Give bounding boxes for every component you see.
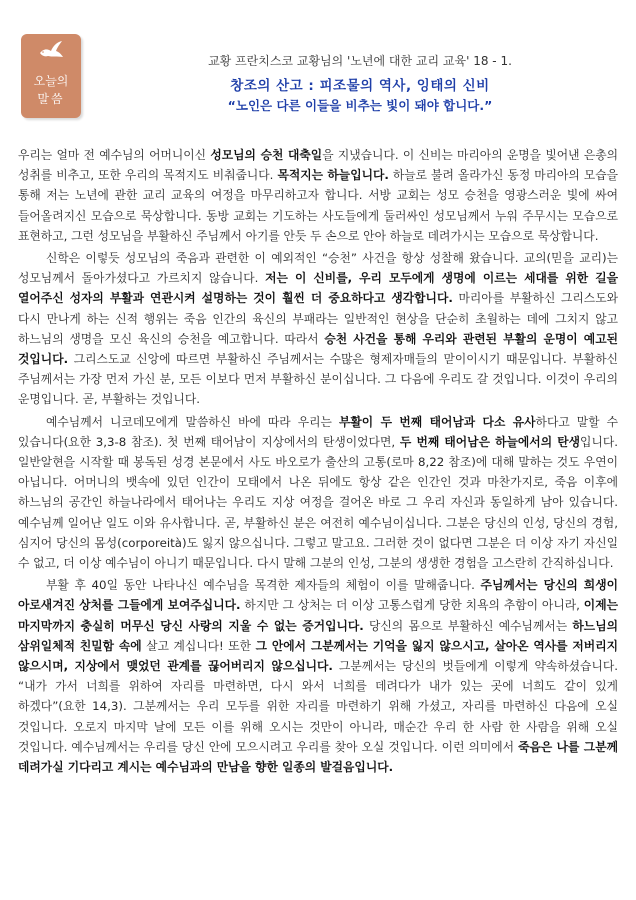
body-text-run: 신학은 이렇듯 성모님의 죽음과 관련한 이 예외적인 “승천” 사건을 항상 성찰해 왔습니다. 교의(믿을 교리)는 성모님께서 돌아가셨다고 가르치지 않습니다.	[18, 251, 618, 286]
emphasis-text: 이제는 마지막까지 충실히 머무신 당신 사랑의 지울 수 없는 증거입니다.	[18, 598, 618, 633]
emphasis-text: 부활이 두 번째 태어남과 다소 유사	[338, 414, 536, 429]
body-text-run: 부활 후 40일 동안 나타나신 예수님을 목격한 제자들의 체험이 이를 말해줍니다.	[46, 578, 481, 593]
subtitle-quote: “노인은 다른 이들을 비추는 빛이 돼야 합니다.”	[227, 98, 493, 113]
emphasis-text: 목적지는 하늘입니다.	[277, 168, 389, 183]
body-text-run: 입니다. 일반알현을 시작할 때 봉독된 성경 본문에서 사도 바오로가 출산의 고통(로마 8,22 참조)에 대해 말하는 것도 우연이 아닙니다. 어머니의 뱃속에 있던 인간이 모태에서 나온 뒤에도 항상 같은 인간인 것과 마찬가지로, 죽음 이후에 하느님의 공간인 하늘나라에서 태어나는 우리도 지상 여정을 걸어온 바로 그 우리 자신과 동일하게 남아 있습니다. 예수님께 일어난 일도 이와 유사합니다. 곧, 부활하신 분은 여전히 예수님이십니다. 그분은 당신의 인성, 당신의 경험, 심지어 당신의 몸성(corporeità)도 잃지 않으십니다. 그렇고 말고요. 그러한 것이 없다면 그분은 더 이상 자기 자신일 수 없고, 더 이상 예수님이 아니기 때문입니다. 다시 말해 그분의 인성, 그분의 생생한 경험을 고스란히 간직하십니다.	[18, 434, 618, 571]
body-text-run: 그분께서는 당신의 벗들에게 이렇게 약속하셨습니다. “내가 가서 너희를 위하여 자리를 마련하면, 다시 와서 너희를 데려다가 내가 있는 곳에 너희도 같이 있게 하겠다”(요한 14,3). 그분께서는 우리 모두를 위한 자리를 마련하기 위해 가셨고, 자리를 마련하신 다음에 오실 것입니다. 오로지 마지막 날에 모든 이를 위해 오시는 것만이 아니라, 매순간 우리 한 사람 한 사람을 위해 오실 것입니다. 예수님께서는 우리를 당신 안에 모으시려고 우리를 찾아 오실 것입니다. 이런 의미에서	[18, 659, 618, 754]
emphasis-text: 그 안에서 그분께서는 기억을 잃지 않으시고, 살아온 역사를 저버리지 않으시며, 지상에서 맺었던 관계를 끊어버리지 않으십니다.	[18, 638, 618, 674]
body-text-run: 을 지냈습니다. 이 신비는 마리아의 운명을 빛어낸 은총의 성취를 비추고, 또한 우리의 목적지도 비춰줍니다.	[18, 148, 619, 183]
emphasis-text: 승천 사건을 통해 우리와 관련된 부활의 운명이 예고된 것입니다.	[18, 331, 618, 367]
emphasis-text: 죽음은 나를 그분께 데려가실 기다리고 계시는 예수님과의 만남을 향한 일종의 발걸음입니다.	[18, 739, 618, 775]
badge-line-1: 오늘의	[33, 74, 69, 88]
emphasis-text: 성모님의 승천 대축일	[210, 148, 323, 162]
dove-icon	[37, 40, 65, 62]
page-title: 창조의 산고 : 피조물의 역사, 잉태의 신비	[230, 78, 490, 94]
paragraph-4	[18, 575, 618, 777]
body-text-run: 우리는 얼마 전 예수님의 어머니이신	[18, 148, 211, 162]
daily-word-badge	[21, 34, 81, 118]
paragraph-3	[18, 412, 618, 574]
emphasis-text: 저는 이 신비를, 우리 모두에게 생명에 이르는 세대를 위한 길을 열어주신 성자의 부활과 연관시켜 설명하는 것이 훨씬 더 중요하다고 생각합니다.	[18, 271, 619, 306]
article-body	[18, 145, 618, 777]
emphasis-text: 하느님의 삼위일체적 친밀함 속에	[18, 618, 618, 653]
body-text-run: 하지만 그 상처는 더 이상 고통스럽게 당한 치욕의 추함이 아니라,	[240, 598, 584, 613]
badge-line-2: 말씀	[37, 92, 65, 106]
body-text-run: 예수님께서 니코데모에게 말씀하신 바에 따라 우리는	[46, 414, 339, 429]
body-text-run: 하다고 말할 수 있습니다(요한 3,3-8 참조). 첫 번째 태어남이 지상에서의 탄생이었다면,	[18, 414, 619, 449]
body-text-run: 당신의 몸으로 부활하신 예수님께서는	[363, 618, 573, 633]
body-text-run: 살고 계십니다! 또한	[141, 638, 256, 653]
paragraph-2	[18, 248, 618, 410]
body-text-run: 하늘로 불려 올라가신 동정 마리아의 모습을 통해 저는 노년에 관한 교리 교육의 여정을 마무리하고자 합니다. 서방 교회는 성모 승천을 영광스러운 빛에 싸여 들어올려지신 모습으로 묵상합니다. 동방 교회는 기도하는 사도들에게 둘러싸인 성모님께서 누워 주무시는 모습으로 표현하고, 그런 성모님을 부활하신 주님께서 아기를 안듯 두 손으로 안아 하늘로 데려가시는 모습으로 묵상합니다.	[18, 168, 619, 243]
body-text-run: 그리스도교 신앙에 따르면 부활하신 주님께서는 수많은 형제자매들의 맏이이시기 때문입니다. 부활하신 주님께서는 가장 먼저 가신 분, 모든 이보다 먼저 부활하신 분이십니다. 그 다음에 우리도 갈 것입니다. 이것이 우리의 운명입니다. 곧, 부활하는 것입니다.	[18, 352, 618, 407]
series-heading: 교황 프란치스코 교황님의 '노년에 대한 교리 교육' 18 - 1.	[208, 54, 512, 68]
paragraph-1	[18, 145, 618, 246]
emphasis-text: 주님께서는 당신의 희생이 아로새겨진 상처를 그들에게 보여주십니다.	[18, 578, 618, 613]
body-text-run: 마리아를 부활하신 그리스도와 다시 만나게 하는 신적 행위는 죽음 인간의 육신의 부패라는 일반적인 현상을 단순히 초월하는 데에 그치지 않고 하느님의 생명을 모신 육신의 승천을 예고합니다. 따라서	[18, 291, 618, 346]
emphasis-text: 두 번째 태어남은 하늘에서의 탄생	[399, 434, 581, 449]
